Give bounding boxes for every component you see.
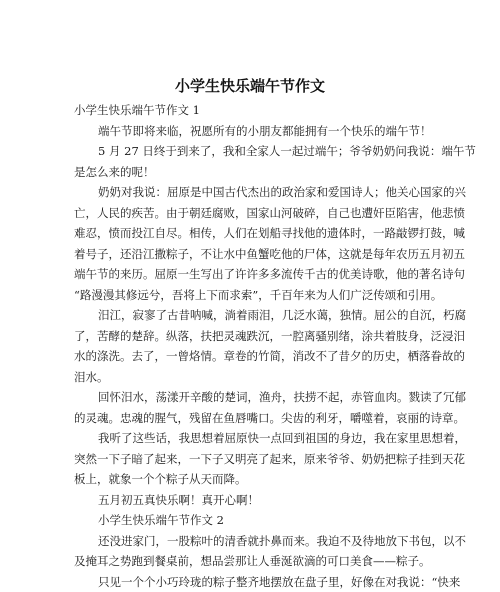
essay-heading-2: 小学生快乐端午节作文 2 bbox=[74, 510, 430, 531]
paragraph-line: 汨江，寂寥了古昔呐喊，淌着雨泪，几泛水蔼，独情。屈公的自沉，朽腐 bbox=[74, 305, 430, 326]
paragraph-line: 端午节即将来临，祝愿所有的小朋友都能拥有一个快乐的端午节！ bbox=[74, 121, 430, 142]
paragraph-line: 端午节的来历。屈原一生写出了许许多多流传千古的优美诗歌，他的著名诗句 bbox=[74, 264, 430, 285]
paragraph-line: 回怀汨水，荡漾开辛酸的楚词，渔舟，扶捞不起，赤管血肉。戮读了冗郁 bbox=[74, 387, 430, 408]
paragraph-line: 我听了这些话，我思想着屈原快一点回到祖国的身边，我在家里思想着， bbox=[74, 428, 430, 449]
paragraph-line: 奶奶对我说：屈原是中国古代杰出的政治家和爱国诗人；他关心国家的兴 bbox=[74, 182, 430, 203]
paragraph-line: 泪水。 bbox=[74, 367, 430, 388]
paragraph-line: 板上，就象一个个粽子从天而降。 bbox=[74, 469, 430, 490]
paragraph-line: 着号子，还沿江撒粽子，不让水中鱼蟹吃他的尸体，这就是每年农历五月初五 bbox=[74, 244, 430, 265]
paragraph-line: 还没进家门，一股粽叶的清香就扑鼻而来。我迫不及待地放下书包，以不 bbox=[74, 531, 430, 552]
paragraph-line: 水的涤洗。去了，一曾烙情。章卷的竹简，消改不了昔夕的历史，栖落眷故的 bbox=[74, 346, 430, 367]
paragraph-line: 亡，人民的疾苦。由于朝廷腐败，国家山河破碎，自己也遭奸臣陷害，他悲愤 bbox=[74, 203, 430, 224]
paragraph-line: 只见一个个小巧玲珑的粽子整齐地摆放在盘子里，好像在对我说：“快来 bbox=[74, 572, 430, 592]
paragraph-line: 的灵魂。忠魂的腥气，残留在鱼唇嘴口。尖齿的利牙，嚼噬着，哀丽的诗章。 bbox=[74, 408, 430, 429]
paragraph-line: 及掩耳之势跑到餐桌前，想品尝那让人垂涎欲滴的可口美食——粽子。 bbox=[74, 551, 430, 572]
paragraph-line: 五月初五真快乐啊！真开心啊！ bbox=[74, 490, 430, 511]
paragraph-line: 突然一下子暗了起来，一下子又明亮了起来，原来爷爷、奶奶把粽子挂到天花 bbox=[74, 449, 430, 470]
paragraph-line: 是怎么来的呢！ bbox=[74, 162, 430, 183]
document-body bbox=[74, 100, 430, 592]
essay-heading-1: 小学生快乐端午节作文 1 bbox=[74, 100, 430, 121]
paragraph-line: 了，苦酵的楚辞。纵落，扶把灵魂跌沉，一腔离骚别绪，涂共着肢身，泛浸汨 bbox=[74, 326, 430, 347]
document-title: 小学生快乐端午节作文 bbox=[0, 76, 500, 96]
paragraph-line: 5 月 27 日终于到来了，我和全家人一起过端午；爷爷奶奶问我说：端午节 bbox=[74, 141, 430, 162]
paragraph-line: 难忍，愤而投江自尽。相传，人们在划船寻找他的遗体时，一路敲锣打鼓，喊 bbox=[74, 223, 430, 244]
paragraph-line: “路漫漫其修远兮，吾将上下而求索”，千百年来为人们广泛传颂和引用。 bbox=[74, 285, 430, 306]
